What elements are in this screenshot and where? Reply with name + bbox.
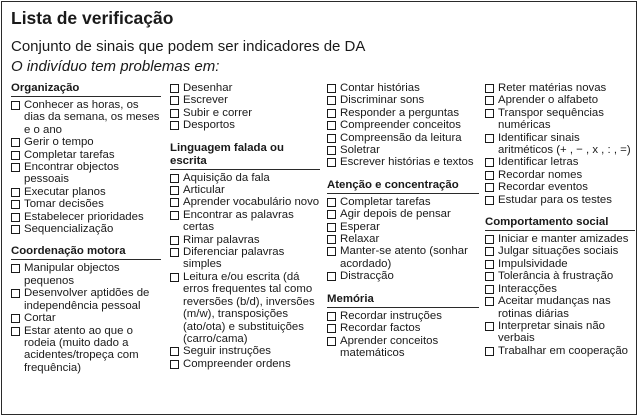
checkbox[interactable]	[485, 247, 494, 256]
checklist-item[interactable]	[327, 208, 479, 220]
checklist-item[interactable]	[170, 184, 320, 196]
checklist-item-label: Diferenciar palavras simples	[183, 246, 285, 271]
checklist-item[interactable]	[170, 271, 320, 345]
checklist-item-label: Recordar factos	[340, 322, 421, 335]
checklist-item-label: Executar planos	[24, 185, 106, 198]
checklist-item-label: Sequencialização	[24, 223, 114, 236]
checklist-item[interactable]	[485, 245, 635, 257]
checklist-item[interactable]	[170, 246, 320, 271]
section-header	[485, 216, 635, 231]
section-heading: Organização	[11, 82, 80, 94]
checkbox[interactable]	[327, 158, 336, 167]
section-header	[327, 179, 479, 194]
checkbox[interactable]	[170, 96, 179, 105]
checkbox[interactable]	[327, 337, 336, 346]
section-gap	[327, 283, 479, 293]
checkbox[interactable]	[11, 163, 20, 172]
section-header	[11, 82, 161, 97]
checklist-item-label: Subir e correr	[183, 106, 253, 119]
checklist-item-label: Recordar instruções	[340, 309, 442, 322]
checklist-item[interactable]	[170, 196, 320, 208]
checklist-item[interactable]	[11, 186, 161, 198]
checkbox[interactable]	[485, 322, 494, 331]
checklist-item-label: Identificar letras	[498, 156, 579, 169]
checkbox[interactable]	[327, 84, 336, 93]
checkbox[interactable]	[327, 247, 336, 256]
section-gap	[327, 169, 479, 179]
checkbox[interactable]	[327, 121, 336, 130]
checkbox[interactable]	[485, 84, 494, 93]
checkbox[interactable]	[11, 264, 20, 273]
checklist-item[interactable]	[11, 149, 161, 161]
checklist-item[interactable]	[11, 99, 161, 136]
checklist-item-label: Estar atento ao que o rodeia (muito dado a acidentes/tropeça com frequência)	[24, 324, 139, 374]
checklist-item[interactable]	[11, 161, 161, 186]
checklist-item[interactable]	[11, 211, 161, 223]
section-header	[327, 293, 479, 308]
checklist-item-label: Reter matérias novas	[498, 82, 607, 94]
checklist-item-label: Compreender conceitos	[340, 119, 461, 132]
checkbox[interactable]	[485, 272, 494, 281]
checklist-item[interactable]	[485, 94, 635, 106]
checkbox[interactable]	[327, 223, 336, 232]
checkbox[interactable]	[170, 174, 179, 183]
checkbox[interactable]	[11, 327, 20, 336]
checklist-item[interactable]	[485, 194, 635, 206]
checklist-item[interactable]	[327, 156, 479, 168]
checklist-item[interactable]	[327, 119, 479, 131]
checklist-item-label: Transpor sequências numéricas	[498, 106, 604, 132]
checkbox[interactable]	[327, 109, 336, 118]
checklist-item[interactable]	[11, 262, 161, 287]
checkbox[interactable]	[485, 235, 494, 244]
checkbox[interactable]	[170, 347, 179, 356]
checklist-panel	[1, 1, 637, 415]
checklist-item-label: Esperar	[340, 220, 380, 233]
checklist-item-label: Discriminar sons	[340, 94, 425, 107]
checklist-item[interactable]	[485, 295, 635, 320]
checklist-item-label: Completar tarefas	[24, 148, 115, 161]
section-heading: Coordenação motora	[11, 245, 126, 258]
checklist-item-label: Trabalhar em cooperação	[498, 344, 629, 357]
checklist-item[interactable]	[170, 358, 320, 370]
section-heading: Linguagem falada ou escrita	[170, 141, 284, 167]
section-heading: Atenção e concentração	[327, 178, 459, 191]
checklist-item-label: Cortar	[24, 312, 56, 325]
checklist-column-2	[170, 82, 320, 370]
checklist-item-label: Relaxar	[340, 233, 380, 246]
section-header	[170, 142, 320, 170]
checklist-item-label: Estudar para os testes	[498, 193, 612, 206]
checklist-item-label: Responder a perguntas	[340, 106, 460, 119]
checklist-item[interactable]	[327, 322, 479, 334]
checklist-item-label: Manter-se atento (sonhar acordado)	[340, 245, 468, 270]
checklist-item[interactable]	[485, 156, 635, 168]
checklist-item-label: Encontrar objectos pessoais	[24, 161, 119, 186]
checkbox[interactable]	[485, 171, 494, 180]
lead-text: O indivíduo tem problemas em:	[11, 58, 220, 75]
checkbox[interactable]	[485, 96, 494, 105]
checkbox[interactable]	[170, 273, 179, 282]
checklist-item[interactable]	[485, 283, 635, 295]
section-gap	[485, 206, 635, 216]
checkbox[interactable]	[485, 196, 494, 205]
checklist-item[interactable]	[11, 312, 161, 324]
checklist-item[interactable]	[485, 270, 635, 282]
checklist-item[interactable]	[327, 144, 479, 156]
checkbox[interactable]	[485, 109, 494, 118]
checklist-item-label: Compreensão da leitura	[340, 131, 462, 144]
checklist-item[interactable]	[485, 258, 635, 270]
checklist-item[interactable]	[170, 209, 320, 234]
checklist-item-label: Encontrar as palavras certas	[183, 208, 294, 234]
checklist-item[interactable]	[170, 234, 320, 246]
checklist-item-label: Aceitar mudanças nas rotinas diárias	[498, 295, 611, 320]
checklist-item[interactable]	[485, 169, 635, 181]
checklist-item-label: Interpretar sinais não verbais	[498, 319, 606, 345]
checklist-item-label: Interacções	[498, 282, 557, 295]
checkbox[interactable]	[11, 225, 20, 234]
checklist-item-label: Recordar eventos	[498, 181, 588, 194]
checklist-item-label: Desenhar	[183, 82, 233, 94]
checklist-item[interactable]	[11, 325, 161, 375]
checkbox[interactable]	[170, 121, 179, 130]
checklist-item-label: Agir depois de pensar	[340, 208, 451, 221]
checkbox[interactable]	[11, 101, 20, 110]
checklist-item-label: Escrever histórias e textos	[340, 156, 474, 169]
page-subtitle: Conjunto de sinais que podem ser indicadores de DA	[11, 38, 366, 55]
checkbox[interactable]	[327, 146, 336, 155]
checkbox[interactable]	[485, 183, 494, 192]
checkbox[interactable]	[11, 289, 20, 298]
checklist-item-label: Julgar situações sociais	[498, 245, 619, 258]
checkbox[interactable]	[11, 314, 20, 323]
checklist-column-4	[485, 82, 635, 357]
checkbox[interactable]	[327, 312, 336, 321]
checklist-item-label: Aprender conceitos matemáticos	[340, 334, 439, 359]
checkbox[interactable]	[485, 347, 494, 356]
checklist-item[interactable]	[327, 196, 479, 208]
checkbox[interactable]	[327, 210, 336, 219]
checklist-item-label: Contar histórias	[340, 82, 420, 94]
checklist-item-label: Distracção	[340, 270, 394, 283]
checklist-item[interactable]	[327, 310, 479, 322]
checkbox[interactable]	[170, 84, 179, 93]
checkbox[interactable]	[485, 285, 494, 294]
section-gap	[11, 235, 161, 245]
checklist-item[interactable]	[170, 107, 320, 119]
checklist-item-label: Rimar palavras	[183, 233, 260, 246]
checkbox[interactable]	[11, 200, 20, 209]
checklist-item[interactable]	[485, 82, 635, 94]
checklist-item-label: Recordar nomes	[498, 168, 583, 181]
section-header	[11, 245, 161, 260]
checklist-item[interactable]	[327, 82, 479, 94]
checklist-item-label: Identificar sinais aritméticos (+ , − , x , : , =)	[498, 131, 631, 157]
checklist-item[interactable]	[327, 221, 479, 233]
checklist-item-label: Leitura e/ou escrita (dá erros frequentes tal como reversões (b/d), inversões (m/w), transposições (ato/ota) e substituições (carro/cama)	[183, 270, 315, 345]
checklist-item-label: Soletrar	[340, 144, 380, 157]
checklist-item-label: Compreender ordens	[183, 357, 291, 370]
checklist-item[interactable]	[170, 345, 320, 357]
checklist-item-label: Tolerância à frustração	[498, 270, 614, 283]
checklist-item[interactable]	[170, 172, 320, 184]
section-heading: Memória	[327, 292, 374, 305]
checkbox[interactable]	[170, 248, 179, 257]
checklist-item[interactable]	[170, 119, 320, 131]
checklist-item[interactable]	[327, 335, 479, 360]
checkbox[interactable]	[11, 151, 20, 160]
checklist-item[interactable]	[327, 270, 479, 282]
checklist-item-label: Articular	[183, 184, 225, 197]
checkbox[interactable]	[170, 211, 179, 220]
checklist-item-label: Iniciar e manter amizades	[498, 233, 629, 246]
checklist-item[interactable]	[327, 233, 479, 245]
checklist-column-3	[327, 82, 479, 359]
checklist-item-label: Seguir instruções	[183, 345, 272, 358]
checklist-item-label: Escrever	[183, 94, 228, 107]
checklist-item[interactable]	[327, 132, 479, 144]
checklist-item-label: Conhecer as horas, os dias da semana, os meses e o ano	[24, 99, 160, 136]
checkbox[interactable]	[11, 138, 20, 147]
checklist-item[interactable]	[485, 107, 635, 132]
checklist-item-label: Manipular objectos pequenos	[24, 262, 120, 287]
checklist-item[interactable]	[327, 94, 479, 106]
checklist-item[interactable]	[11, 223, 161, 235]
checkbox[interactable]	[170, 360, 179, 369]
checklist-item[interactable]	[170, 82, 320, 94]
checkbox[interactable]	[11, 213, 20, 222]
checkbox[interactable]	[327, 272, 336, 281]
checklist-item-label: Aquisição da fala	[183, 171, 270, 184]
checklist-item-label: Aprender vocabulário novo	[183, 196, 320, 209]
checklist-column-1	[11, 82, 161, 374]
checklist-item-label: Desportos	[183, 119, 235, 132]
checkbox[interactable]	[485, 260, 494, 269]
checklist-item[interactable]	[11, 136, 161, 148]
checkbox[interactable]	[327, 324, 336, 333]
checklist-item[interactable]	[170, 94, 320, 106]
checklist-item[interactable]	[11, 198, 161, 210]
checkbox[interactable]	[170, 109, 179, 118]
checklist-item-label: Estabelecer prioridades	[24, 210, 144, 223]
checklist-item-label: Gerir o tempo	[24, 136, 94, 149]
checklist-item-label: Desenvolver aptidões de independência pessoal	[24, 287, 150, 312]
checklist-item[interactable]	[485, 345, 635, 357]
checklist-item-label: Aprender o alfabeto	[498, 94, 599, 107]
checkbox[interactable]	[11, 188, 20, 197]
checklist-item[interactable]	[485, 132, 635, 157]
section-heading: Comportamento social	[485, 216, 609, 229]
checkbox[interactable]	[485, 158, 494, 167]
checklist-item-label: Impulsividade	[498, 257, 568, 270]
checklist-item[interactable]	[485, 181, 635, 193]
checklist-item[interactable]	[327, 245, 479, 270]
checklist-item[interactable]	[485, 320, 635, 345]
checkbox[interactable]	[170, 186, 179, 195]
checkbox[interactable]	[485, 134, 494, 143]
checklist-item[interactable]	[485, 233, 635, 245]
page-title: Lista de verificação	[11, 8, 174, 28]
checkbox[interactable]	[327, 235, 336, 244]
checklist-item-label: Tomar decisões	[24, 198, 104, 211]
checkbox[interactable]	[327, 134, 336, 143]
checklist-item-label: Completar tarefas	[340, 195, 431, 208]
checklist-item[interactable]	[327, 107, 479, 119]
checkbox[interactable]	[170, 236, 179, 245]
checklist-item[interactable]	[11, 287, 161, 312]
section-gap	[170, 132, 320, 142]
checkbox[interactable]	[170, 198, 179, 207]
checkbox[interactable]	[327, 96, 336, 105]
checkbox[interactable]	[327, 198, 336, 207]
checkbox[interactable]	[485, 297, 494, 306]
